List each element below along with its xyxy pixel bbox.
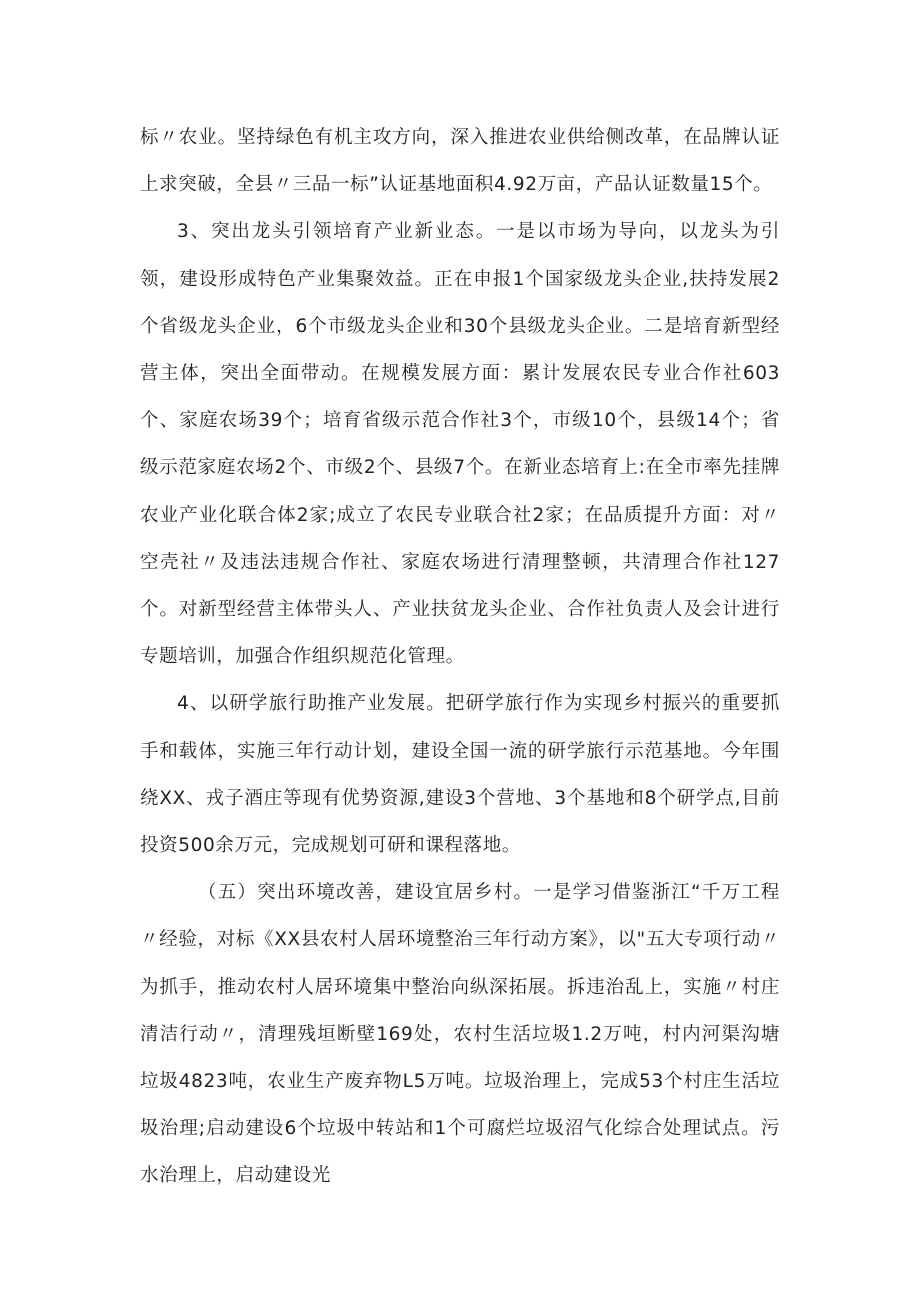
document-body [140, 114, 780, 1200]
paragraph-leading-enterprises: 3、突出龙头引领培育产业新业态。一是以市场为导向，以龙头为引领，建设形成特色产业集聚效益。正在申报1个国家级龙头企业,扶持发展2个省级龙头企业，6个市级龙头企业和30个县级龙头企业。二是培育新型经营主体，突出全面带动。在规模发展方面：累计发展农民专业合作社603个、家庭农场39个；培育省级示范合作社3个，市级10个，县级14个；省级示范家庭农场2个、市级2个、县级7个。在新业态培育上:在全市率先挂牌农业产业化联合体2家;成立了农民专业联合社2家；在品质提升方面：对〃空壳社〃及违法违规合作社、家庭农场进行清理整顿，共清理合作社127个。对新型经营主体带头人、产业扶贫龙头企业、合作社负责人及会计进行专题培训，加强合作组织规范化管理。 [140, 221, 780, 668]
paragraph-study-tourism: 4、以研学旅行助推产业发展。把研学旅行作为实现乡村振兴的重要抓手和载体，实施三年行动计划，建设全国一流的研学旅行示范基地。今年围绕XX、戎子酒庄等现有优势资源,建设3个营地、3个基地和8个研学点,目前投资500余万元，完成规划可研和课程落地。 [140, 693, 780, 857]
paragraph-agriculture-brand: 标〃农业。坚持绿色有机主攻方向，深入推进农业供给侧改革，在品牌认证上求突破，全县〃三品一标”认证基地面积4.92万亩，产品认证数量15个。 [140, 127, 780, 196]
paragraph-environment-improvement: （五）突出环境改善，建设宜居乡村。一是学习借鉴浙江“千万工程〃经验，对标《XX县农村人居环境整治三年行动方案》，以"五大专项行动〃为抓手，推动农村人居环境集中整治向纵深拓展。拆违治乱上，实施〃村庄清洁行动〃，清理残垣断壁169处，农村生活垃圾1.2万吨，村内河渠沟塘垃圾4823吨，农业生产废弃物L5万吨。垃圾治理上，完成53个村庄生活垃圾治理;启动建设6个垃圾中转站和1个可腐烂垃圾沼气化综合处理试点。污水治理上，启动建设光 [140, 882, 780, 1187]
